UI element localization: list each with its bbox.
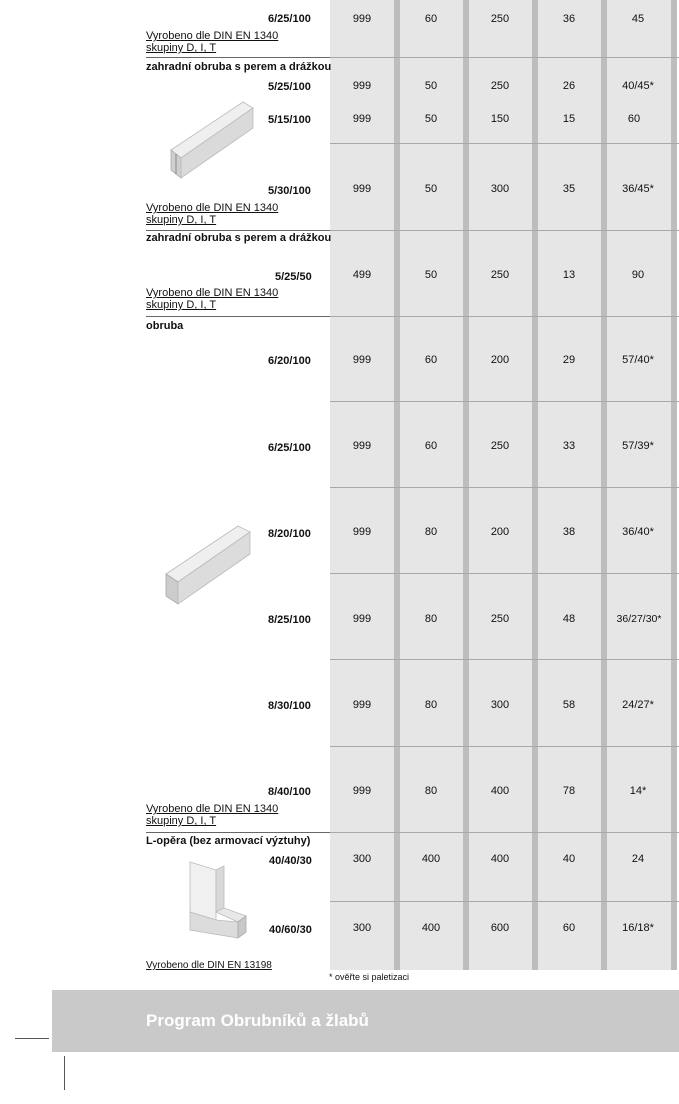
row-divider xyxy=(330,573,679,574)
cell: 36 xyxy=(562,13,576,25)
group-title: obruba xyxy=(146,320,184,332)
row-size: 5/25/50 xyxy=(275,271,312,283)
l-support-illustration xyxy=(186,860,250,942)
cell: 999 xyxy=(352,354,372,366)
group-title: L-opěra (bez armovací výztuhy) xyxy=(146,835,311,847)
cell: 250 xyxy=(490,613,510,625)
cell: 13 xyxy=(562,269,576,281)
cell: 999 xyxy=(352,183,372,195)
cell: 40 xyxy=(562,853,576,865)
row-divider xyxy=(330,401,679,402)
row-divider xyxy=(330,832,679,833)
cell: 29 xyxy=(562,354,576,366)
cell: 26 xyxy=(562,80,576,92)
cell: 300 xyxy=(352,853,372,865)
cell: 999 xyxy=(352,80,372,92)
section-divider xyxy=(146,316,330,317)
row-size: 8/25/100 xyxy=(268,614,311,626)
cell: 57/39* xyxy=(622,440,654,452)
cell: 36/27/30* xyxy=(616,613,662,625)
cell: 200 xyxy=(490,354,510,366)
row-size: 8/30/100 xyxy=(268,700,311,712)
table-column-5 xyxy=(607,0,671,970)
certification-text: skupiny D, I, T xyxy=(146,214,217,226)
cell: 50 xyxy=(424,183,438,195)
cell: 50 xyxy=(424,113,438,125)
row-divider xyxy=(330,659,679,660)
crop-mark xyxy=(64,1056,65,1090)
cell: 50 xyxy=(424,80,438,92)
cell: 80 xyxy=(424,526,438,538)
cell: 35 xyxy=(562,183,576,195)
cell: 90 xyxy=(631,269,645,281)
cell: 999 xyxy=(352,613,372,625)
section-divider xyxy=(146,832,330,833)
cell: 999 xyxy=(352,13,372,25)
cell: 999 xyxy=(352,526,372,538)
cell: 400 xyxy=(490,785,510,797)
cell: 58 xyxy=(562,699,576,711)
row-divider xyxy=(330,746,679,747)
cell: 24/27* xyxy=(622,699,654,711)
cell: 80 xyxy=(424,613,438,625)
cell: 999 xyxy=(352,785,372,797)
cell: 600 xyxy=(490,922,510,934)
cell: 999 xyxy=(352,113,372,125)
cell: 48 xyxy=(562,613,576,625)
cell: 60 xyxy=(424,440,438,452)
row-size: 5/15/100 xyxy=(268,114,311,126)
cell: 400 xyxy=(490,853,510,865)
cell: 400 xyxy=(421,853,441,865)
cell: 60 xyxy=(627,113,641,125)
cell: 57/40* xyxy=(622,354,654,366)
certification-text: Vyrobeno dle DIN EN 1340 xyxy=(146,202,279,214)
cell: 300 xyxy=(352,922,372,934)
cell: 499 xyxy=(352,269,372,281)
cell: 16/18* xyxy=(622,922,654,934)
row-size: 6/25/100 xyxy=(268,442,311,454)
cell: 999 xyxy=(352,699,372,711)
cell: 33 xyxy=(562,440,576,452)
cell: 250 xyxy=(490,440,510,452)
cell: 78 xyxy=(562,785,576,797)
garden-curb-illustration xyxy=(165,96,255,180)
row-size: 40/40/30 xyxy=(269,855,312,867)
cell: 36/40* xyxy=(622,526,654,538)
group-title: zahradní obruba s perem a drážkou xyxy=(146,232,332,244)
cell: 250 xyxy=(490,13,510,25)
table-column-4 xyxy=(538,0,601,970)
row-divider xyxy=(330,487,679,488)
certification-text: skupiny D, I, T xyxy=(146,299,217,311)
row-size: 6/25/100 xyxy=(268,13,311,25)
row-divider xyxy=(330,316,679,317)
certification-text: Vyrobeno dle DIN EN 13198 xyxy=(146,960,272,971)
cell: 300 xyxy=(490,183,510,195)
certification-text: skupiny D, I, T xyxy=(146,42,217,54)
row-divider xyxy=(330,57,679,58)
certification-text: Vyrobeno dle DIN EN 1340 xyxy=(146,803,279,815)
cell: 150 xyxy=(490,113,510,125)
cell: 50 xyxy=(424,269,438,281)
cell: 60 xyxy=(424,13,438,25)
row-size: 5/25/100 xyxy=(268,81,311,93)
table-column-1 xyxy=(330,0,394,970)
section-divider xyxy=(146,57,330,58)
table-column-3 xyxy=(469,0,532,970)
cell: 14* xyxy=(629,785,647,797)
cell: 36/45* xyxy=(622,183,654,195)
cell: 400 xyxy=(421,922,441,934)
curb-illustration xyxy=(162,524,254,606)
cell: 45 xyxy=(631,13,645,25)
cell: 60 xyxy=(424,354,438,366)
row-divider xyxy=(330,143,679,144)
certification-text: Vyrobeno dle DIN EN 1340 xyxy=(146,30,279,42)
cell: 24 xyxy=(631,853,645,865)
footnote: * ověřte si paletizaci xyxy=(329,972,410,982)
column-gutter xyxy=(671,0,677,970)
cell: 60 xyxy=(562,922,576,934)
cell: 250 xyxy=(490,269,510,281)
section-divider xyxy=(146,230,330,231)
cell: 200 xyxy=(490,526,510,538)
row-size: 5/30/100 xyxy=(268,185,311,197)
row-size: 40/60/30 xyxy=(269,924,312,936)
cell: 250 xyxy=(490,80,510,92)
cell: 40/45* xyxy=(622,80,654,92)
row-divider xyxy=(330,901,679,902)
cell: 300 xyxy=(490,699,510,711)
cell: 80 xyxy=(424,785,438,797)
certification-text: Vyrobeno dle DIN EN 1340 xyxy=(146,287,279,299)
cell: 80 xyxy=(424,699,438,711)
crop-mark xyxy=(15,1038,49,1039)
row-size: 8/40/100 xyxy=(268,786,311,798)
footer-title: Program Obrubníků a žlabů xyxy=(146,1011,369,1030)
row-size: 8/20/100 xyxy=(268,528,311,540)
row-divider xyxy=(330,230,679,231)
table-column-2 xyxy=(400,0,463,970)
cell: 38 xyxy=(562,526,576,538)
cell: 999 xyxy=(352,440,372,452)
group-title: zahradní obruba s perem a drážkou xyxy=(146,61,332,73)
cell: 15 xyxy=(562,113,576,125)
row-size: 6/20/100 xyxy=(268,355,311,367)
certification-text: skupiny D, I, T xyxy=(146,815,217,827)
